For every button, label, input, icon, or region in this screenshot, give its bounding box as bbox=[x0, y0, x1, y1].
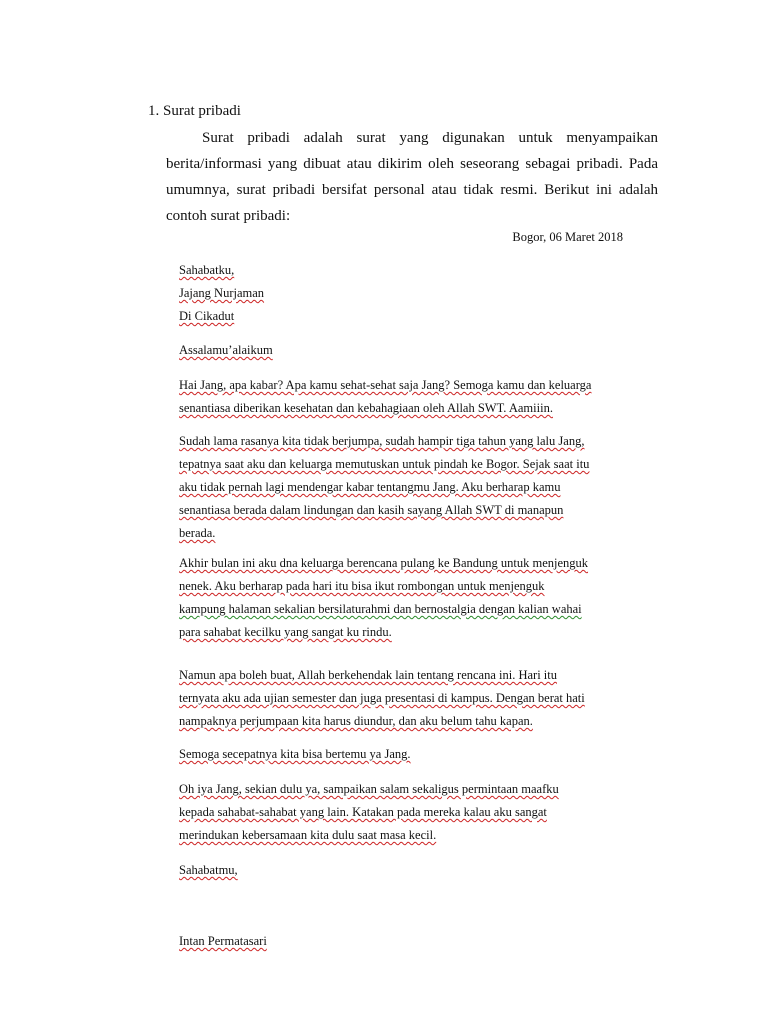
letter-line: senantiasa berada dalam lindungan dan kasih sayang Allah SWT di manapun bbox=[179, 503, 564, 517]
letter-line: merindukan kebersamaan kita dulu saat masa kecil. bbox=[179, 828, 437, 842]
letter-date: Bogor, 06 Maret 2018 bbox=[512, 230, 623, 244]
letter-line: Oh iya Jang, sekian dulu ya, sampaikan salam sekaligus permintaan maafku bbox=[179, 782, 559, 796]
letter-line: tepatnya saat aku dan keluarga memutuskan untuk pindah ke Bogor. Sejak saat itu bbox=[179, 457, 590, 471]
letter-line: Akhir bulan ini aku dna keluarga berencana pulang ke Bandung untuk menjenguk bbox=[179, 556, 589, 570]
letter-line: berada. bbox=[179, 526, 216, 540]
letter-line: para sahabat kecilku yang sangat ku rindu. bbox=[179, 625, 392, 639]
address-line: Di Cikadut bbox=[179, 309, 235, 323]
letter-line: ternyata aku ada ujian semester dan juga presentasi di kampus. Dengan berat hati bbox=[179, 691, 585, 705]
letter-line: aku tidak pernah lagi mendengar kabar tentangmu Jang. Aku berharap kamu bbox=[179, 480, 561, 494]
letter-line: senantiasa diberikan kesehatan dan kebahagiaan oleh Allah SWT. Aamiiin. bbox=[179, 401, 553, 415]
letter-line: Semoga secepatnya kita bisa bertemu ya Jang. bbox=[179, 747, 411, 761]
intro-paragraph: Surat pribadi adalah surat yang digunakan untuk menyampaikan berita/informasi yang dibuat atau dikirim oleh seseorang sebagai pribadi. Pada umumnya, surat pribadi bersifat personal atau tidak resmi. Berikut ini adalah contoh surat pribadi: bbox=[166, 130, 658, 224]
address-line: Jajang Nurjaman bbox=[179, 286, 265, 300]
closing-text: Sahabatmu, bbox=[179, 863, 238, 877]
signature-name: Intan Permatasari bbox=[179, 934, 267, 948]
letter-line: Namun apa boleh buat, Allah berkehendak lain tentang rencana ini. Hari itu bbox=[179, 668, 557, 682]
section-heading: 1. Surat pribadi bbox=[148, 103, 241, 119]
letter-line: nenek. Aku berharap pada hari itu bisa ikut rombongan untuk menjenguk bbox=[179, 579, 545, 593]
letter-line: Hai Jang, apa kabar? Apa kamu sehat-sehat saja Jang? Semoga kamu dan keluarga bbox=[179, 378, 592, 392]
letter-line: kepada sahabat-sahabat yang lain. Katakan pada mereka kalau aku sangat bbox=[179, 805, 547, 819]
letter-line: nampaknya perjumpaan kita harus diundur, dan aku belum tahu kapan. bbox=[179, 714, 533, 728]
letter-line: kampung halaman sekalian bersilaturahmi dan bernostalgia dengan kalian wahai bbox=[179, 602, 582, 616]
letter-line: Sudah lama rasanya kita tidak berjumpa, sudah hampir tiga tahun yang lalu Jang, bbox=[179, 434, 585, 448]
address-line: Sahabatku, bbox=[179, 263, 235, 277]
greeting-text: Assalamu’alaikum bbox=[179, 343, 273, 357]
